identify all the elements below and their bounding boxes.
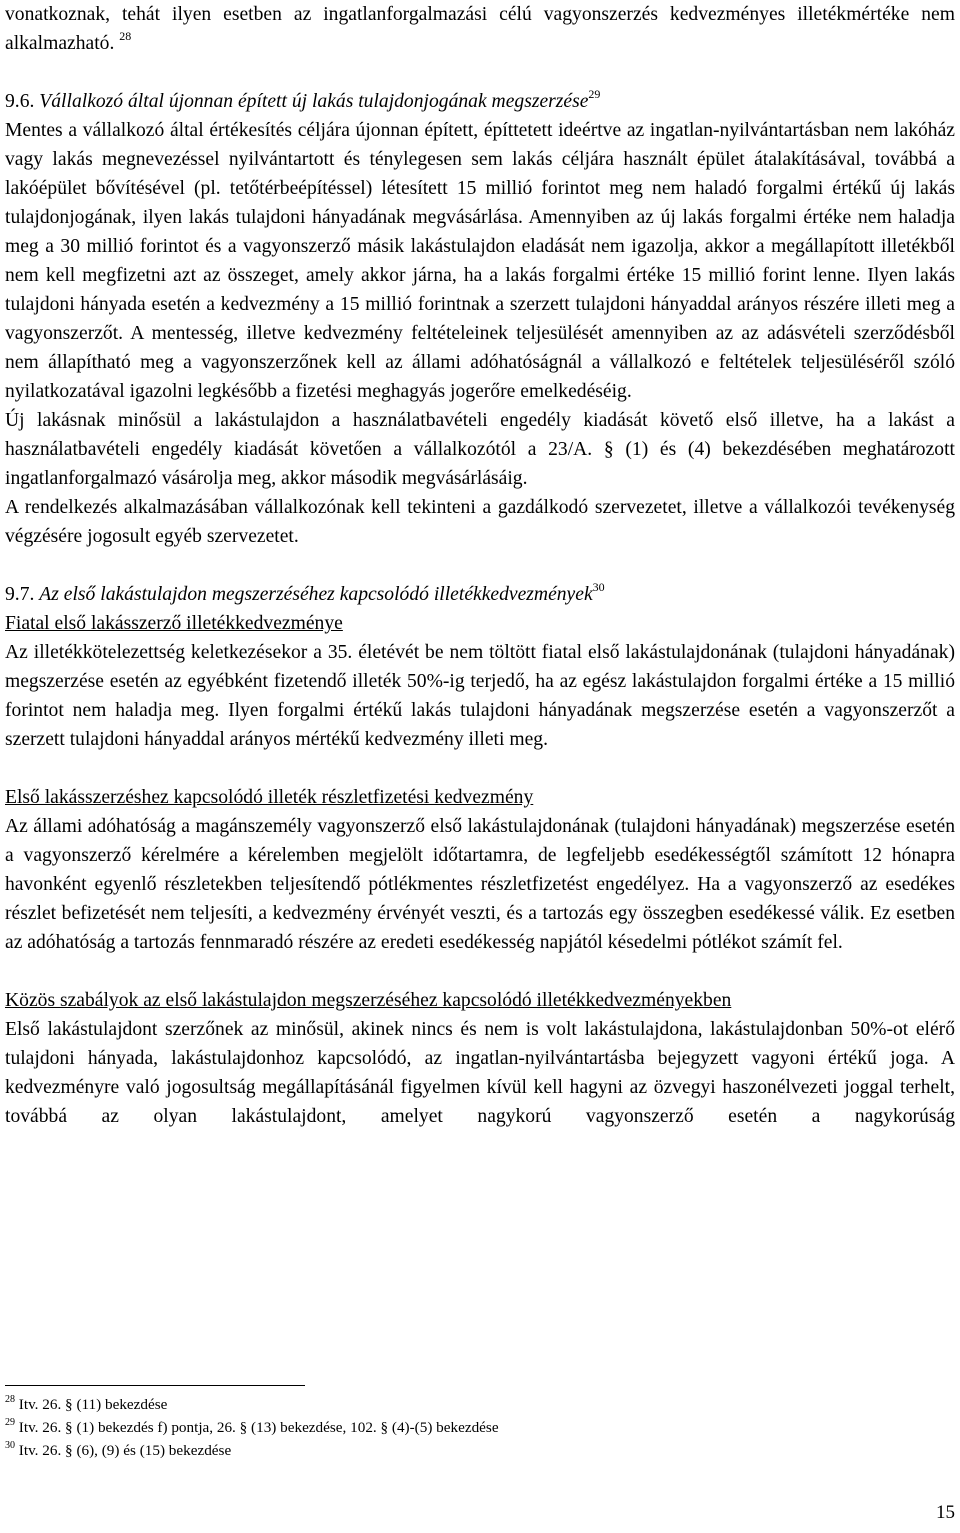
footnote-number: 30 bbox=[5, 1439, 15, 1451]
section-title: Az első lakástulajdon megszerzéséhez kapcsolódó illetékkedvezmények bbox=[39, 584, 593, 605]
footnote bbox=[5, 1439, 955, 1462]
section-9-6-paragraph-2: Új lakásnak minősül a lakástulajdon a használatbavételi engedély kiadását követő első illetve, ha a lakást a használatbavételi engedély kiadását követően a vállalkozótól a 23/A. § (1) és (4) bekezdésében meghatározott ingatlanforgalmazó vásárolja meg, akkor második megvásárlásáig. bbox=[5, 410, 955, 489]
footnote-number: 28 bbox=[5, 1393, 15, 1405]
document-page bbox=[5, 0, 955, 1131]
section-9-6-heading bbox=[5, 87, 955, 116]
intro-paragraph bbox=[5, 0, 955, 58]
footnote-ref-30: 30 bbox=[592, 580, 605, 595]
footnote-ref-28: 28 bbox=[119, 29, 132, 44]
subsection-heading bbox=[5, 609, 955, 638]
section-title: Vállalkozó által újonnan épített új lakás tulajdonjogának megszerzése bbox=[39, 91, 589, 112]
footnote-separator bbox=[5, 1385, 305, 1386]
footnote-text: Itv. 26. § (1) bekezdés f) pontja, 26. § (13) bekezdése, 102. § (4)-(5) bekezdése bbox=[18, 1419, 499, 1436]
subsection-heading bbox=[5, 986, 955, 1015]
subsection-title: Közös szabályok az első lakástulajdon megszerzéséhez kapcsolódó illetékkedvezményekben bbox=[5, 990, 732, 1011]
footnote-number: 29 bbox=[5, 1416, 15, 1428]
footnote-ref-29: 29 bbox=[588, 87, 601, 102]
footnote-text: Itv. 26. § (6), (9) és (15) bekezdése bbox=[18, 1442, 232, 1459]
footnotes bbox=[5, 1385, 955, 1462]
section-9-6-paragraph-1: Mentes a vállalkozó által értékesítés céljára újonnan épített, építtetett ideértve az ingatlan-nyilvántartásban nem lakóház vagy lakás megnevezéssel nyilvántartott és ténylegesen sem lakás céljára használt épület átalakításával, továbbá a lakóépület bővítésével (pl. tetőtérbeépítéssel) létesített 15 millió forintot meg nem haladó forgalmi értékű új lakás tulajdonjogának, ilyen lakás tulajdoni hányadának megvásárlása. Amennyiben az új lakás forgalmi értéke nem haladja meg a 30 millió forintot és a vagyonszerző másik lakástulajdon eladását nem igazolja, akkor a megállapított illetékből nem kell megfizetni azt az összeget, amely akkor járna, ha a lakás forgalmi értéke 15 millió forint lenne. Ilyen lakás tulajdoni hányada esetén a kedvezmény a 15 millió forintnak a szerzett tulajdoni hányaddal arányos részére illeti meg a vagyonszerzőt. A mentesség, illetve kedvezmény feltételeinek teljesülését amennyiben az az adásvételi szerződésből nem állapítható meg a vagyonszerzőnek kell az állami adóhatóságnál a vállalkozó e feltételek teljesüléséről szóló nyilatkozatával igazolni legkésőbb a fizetési meghagyás jogerőre emelkedéséig. bbox=[5, 120, 955, 402]
section-number: 9.7. bbox=[5, 584, 35, 605]
subsection-paragraph: Az állami adóhatóság a magánszemély vagyonszerző első lakástulajdonának (tulajdoni hányadának) megszerzése esetén a vagyonszerző kérelmére a kérelemben megjelölt időtartamra, de legfeljebb esedékességtől számított 12 hónapra havonként egyenlő részletekben teljesítendő pótlékmentes részletfizetést engedélyez. Ha a vagyonszerző az esedékes részlet befizetését nem teljesíti, a kedvezmény érvényét veszti, és a tartozás egy összegben esedékessé válik. Ez esetben az adóhatóság a tartozás fennmaradó részére az eredeti esedékesség napjától késedelmi pótlékot számít fel. bbox=[5, 816, 955, 953]
subsection-paragraph: Első lakástulajdont szerzőnek az minősül, akinek nincs és nem is volt lakástulajdona, lakástulajdonban 50%-ot elérő tulajdoni hányada, lakástulajdonhoz kapcsolódó, az ingatlan-nyilvántartásba bejegyzett vagyoni értékű joga. A kedvezményre való jogosultság megállapításánál figyelmen kívül kell hagyni az özvegyi haszonélvezeti joggal terhelt, továbbá az olyan lakástulajdont, amelyet nagykorú vagyonszerző esetén a nagykorúság bbox=[5, 1019, 955, 1127]
subsection-paragraph: Az illetékkötelezettség keletkezésekor a 35. életévét be nem töltött fiatal első lakástulajdonának (tulajdoni hányadának) megszerzése esetén az egyébként fizetendő illeték 50%-ig terjedő, ha az egész lakástulajdon forgalmi értéke a 15 millió forintot nem haladja meg. Ilyen forgalmi értékű lakás tulajdoni hányadának megszerzése esetén a vagyonszerzőt a szerzett tulajdoni hányaddal arányos mértékű kedvezmény illeti meg. bbox=[5, 642, 955, 750]
intro-text: vonatkoznak, tehát ilyen esetben az ingatlanforgalmazási célú vagyonszerzés kedvezményes illetékmértéke nem alkalmazható. bbox=[5, 4, 955, 54]
section-number: 9.6. bbox=[5, 91, 35, 112]
subsection-title: Fiatal első lakásszerző illetékkedvezménye bbox=[5, 613, 343, 634]
footnote bbox=[5, 1416, 955, 1439]
footnote-text: Itv. 26. § (11) bekezdése bbox=[18, 1396, 168, 1413]
page-number: 15 bbox=[936, 1502, 955, 1523]
footnote bbox=[5, 1393, 955, 1416]
subsection-title: Első lakásszerzéshez kapcsolódó illeték részletfizetési kedvezmény bbox=[5, 787, 534, 808]
section-9-6-paragraph-3: A rendelkezés alkalmazásában vállalkozónak kell tekinteni a gazdálkodó szervezetet, illetve a vállalkozói tevékenység végzésére jogosult egyéb szervezetet. bbox=[5, 497, 955, 547]
section-9-7-heading bbox=[5, 580, 955, 609]
subsection-heading bbox=[5, 783, 955, 812]
